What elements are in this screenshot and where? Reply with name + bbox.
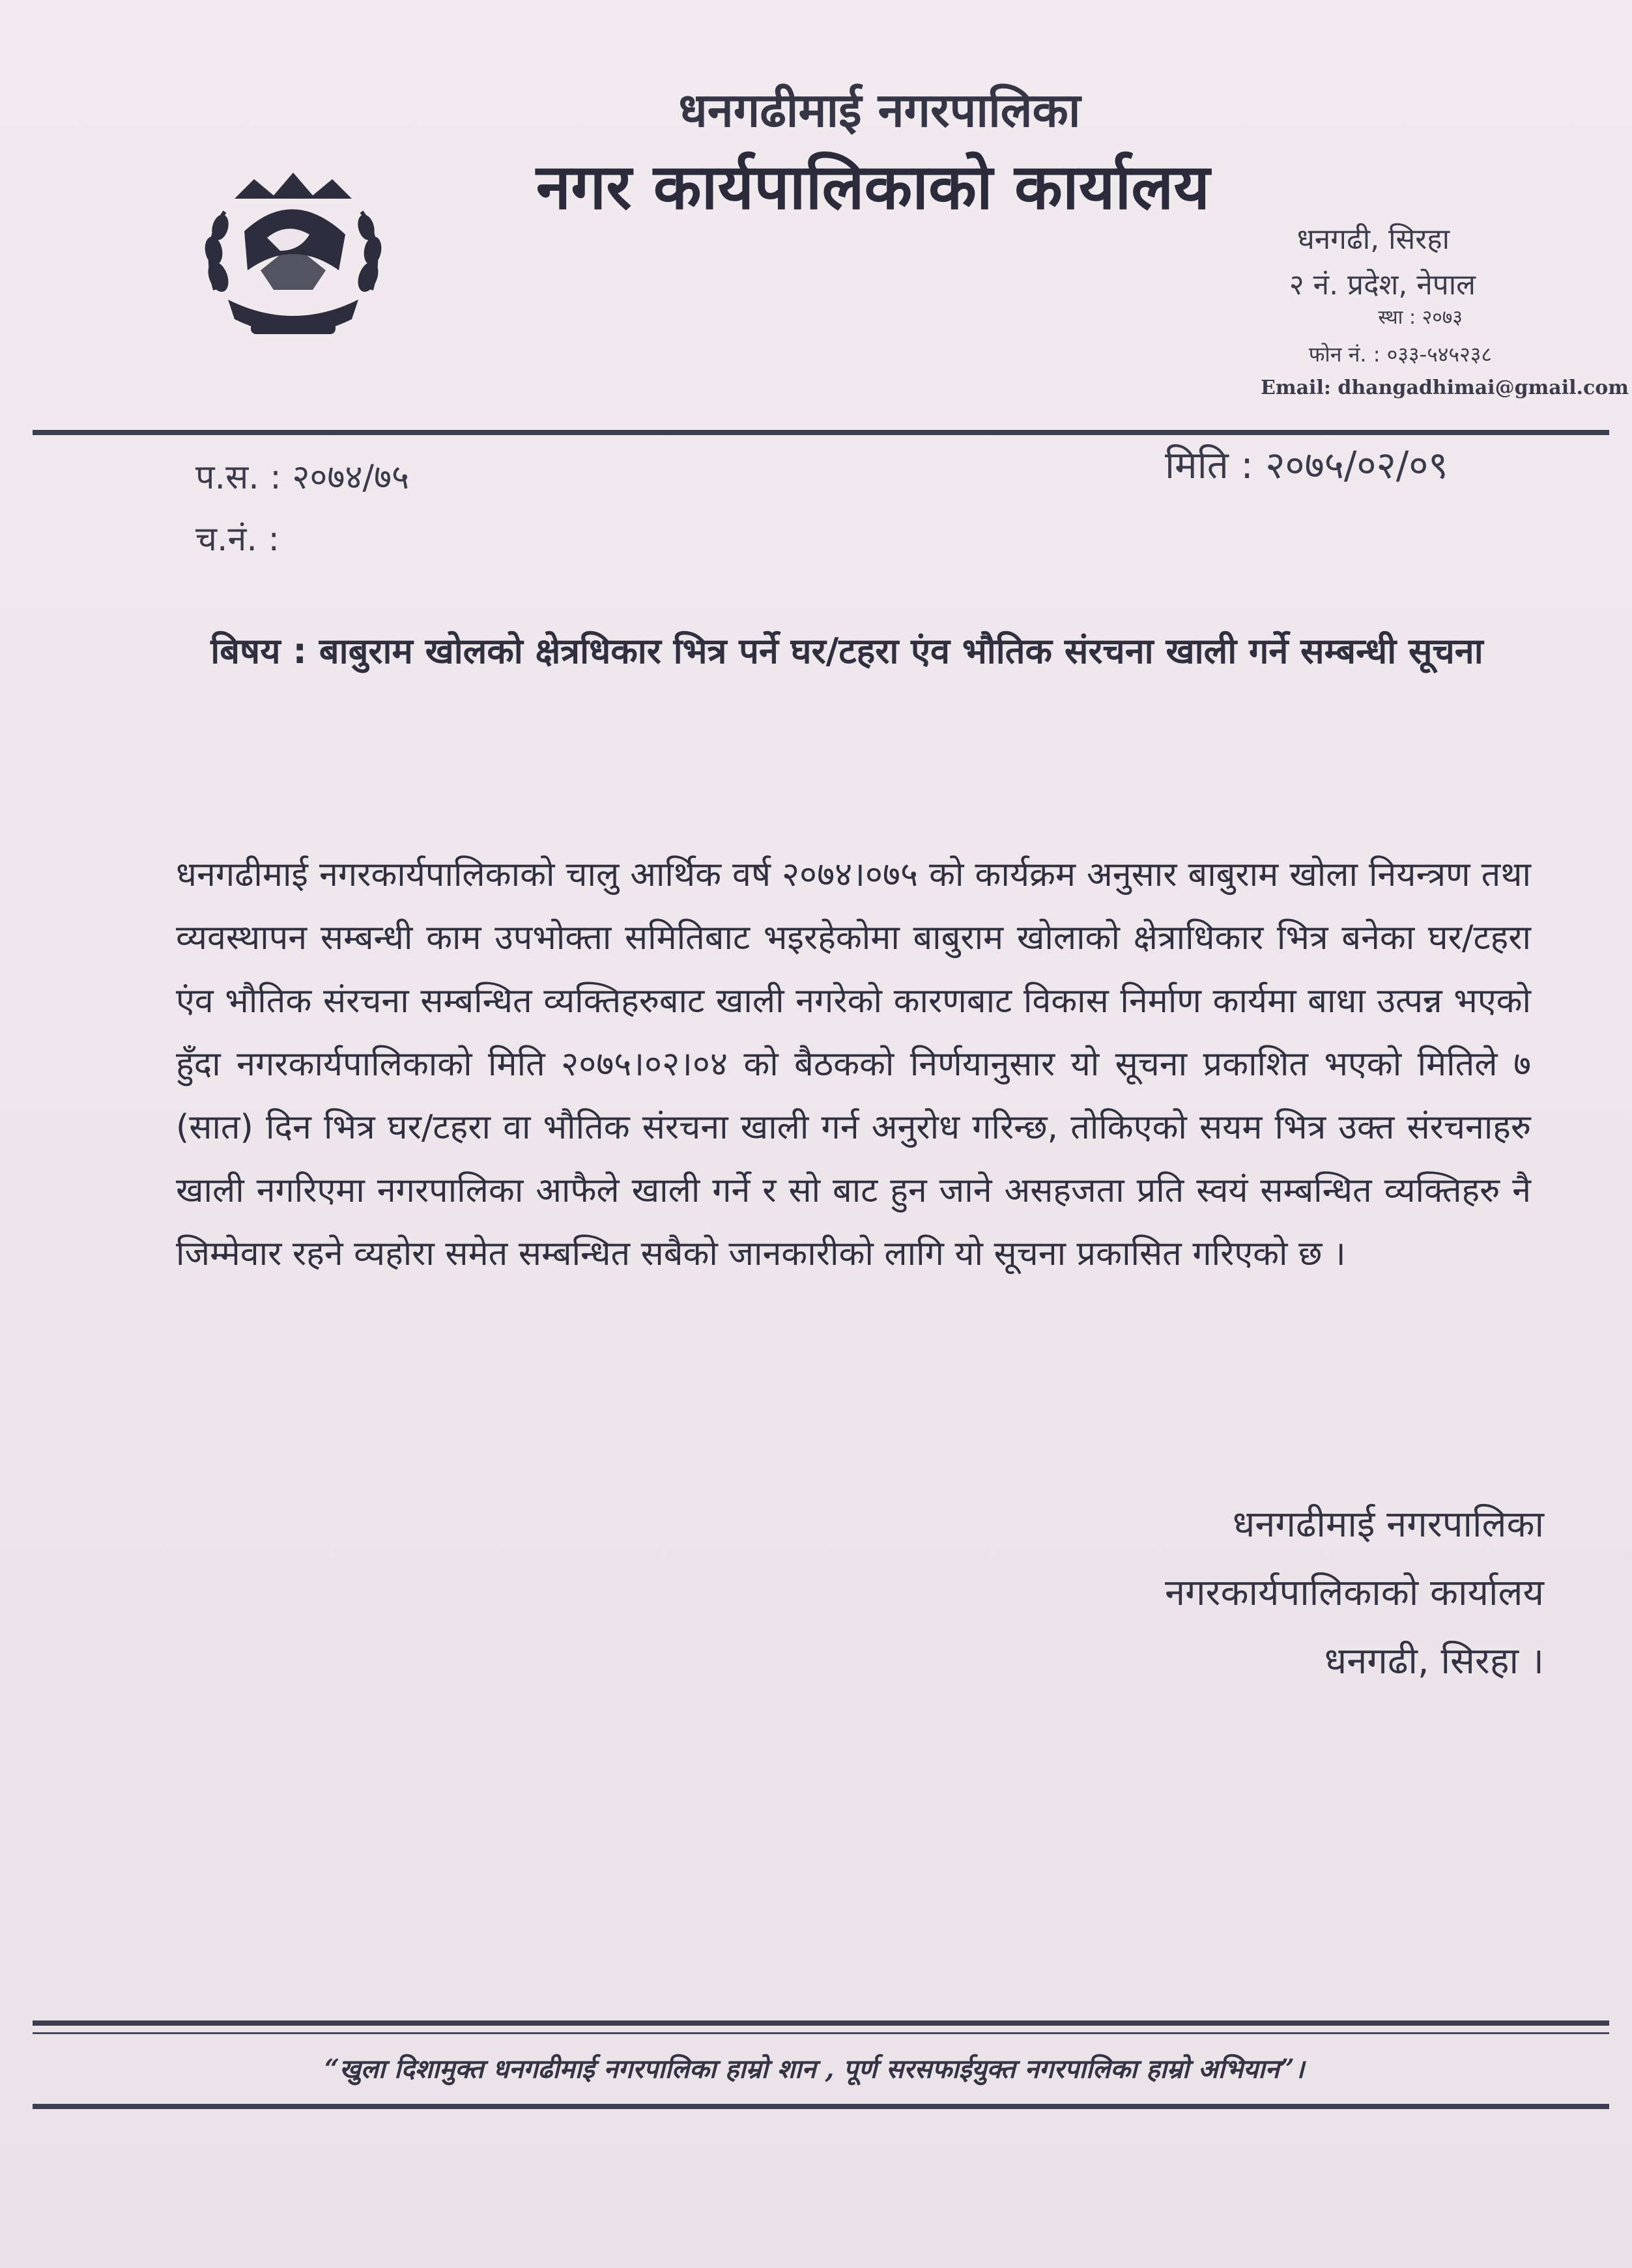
government-emblem-icon (189, 160, 397, 355)
footer-divider-top-thin (33, 2032, 1609, 2034)
phone-number: फोन नं. : ०३३-५४५२३८ (1308, 342, 1492, 367)
footer-slogan: “खुला दिशामुक्त धनगढीमाई नगरपालिका हाम्रो शान , पूर्ण सरसफाईयुक्त नगरपालिका हाम्रो अभियान”। (324, 2054, 1305, 2084)
header-divider (33, 430, 1609, 435)
municipality-name: धनगढीमाई नगरपालिका (678, 82, 1081, 137)
footer-divider-bottom (33, 2104, 1609, 2109)
address-line-1: धनगढी, सिरहा (1296, 223, 1450, 256)
letter-body: धनगढीमाई नगरकार्यपालिकाको चालु आर्थिक वर्ष २०७४।०७५ को कार्यक्रम अनुसार बाबुराम खोला नियन्त्रण तथा व्यवस्थापन सम्बन्धी काम उपभोक्ता समितिबाट भइरहेकोमा बाबुराम खोलाको क्षेत्राधिकार भित्र बनेका घर/टहरा एंव भौतिक संरचना सम्बन्धित व्यक्तिहरुबाट खाली नगरेको कारणबाट विकास निर्माण कार्यमा बाधा उत्पन्न भएको हुँदा नगरकार्यपालिकाको मिति २०७५।०२।०४ को बैठकको निर्णयानुसार यो सूचना प्रकाशित भएको मितिले ७ (सात) दिन भित्र घर/टहरा वा भौतिक संरचना खाली गर्न अनुरोध गरिन्छ, तोकिएको सयम भित्र उक्त संरचनाहरु खाली नगरिएमा नगरपालिका आफैले खाली गर्ने र सो बाट हुन जाने असहजता प्रति स्वयं सम्बन्धित व्यक्तिहरु नै जिम्मेवार रहने व्यहोरा समेत सम्बन्धित सबैको जानकारीको लागि यो सूचना प्रकासित गरिएको छ । (176, 855, 1531, 1273)
signature-address: धनगढी, सिरहा । (1324, 1640, 1544, 1682)
established-year: स्था : २०७३ (1378, 306, 1463, 329)
letter-date: मिति : २०७५/०२/०९ (1165, 443, 1448, 487)
reference-number: प.स. : २०७४/७५ (195, 458, 410, 497)
footer-divider-top (33, 2020, 1609, 2026)
address-line-2: २ नं. प्रदेश, नेपाल (1289, 268, 1476, 302)
office-name: नगर कार्यपालिकाको कार्यालय (536, 150, 1210, 223)
dispatch-number: च.नं. : (195, 520, 279, 559)
signature-municipality: धनगढीमाई नगरपालिका (1232, 1503, 1544, 1546)
email-address: Email: dhangadhimai@gmail.com (1261, 376, 1629, 399)
signature-office: नगरकार्यपालिकाको कार्यालय (1164, 1572, 1544, 1614)
letter-subject: बिषय : बाबुराम खोलको क्षेत्रधिकार भित्र पर्ने घर/टहरा एंव भौतिक संरचना खाली गर्ने सम्बन्धी सूचना (210, 631, 1483, 672)
